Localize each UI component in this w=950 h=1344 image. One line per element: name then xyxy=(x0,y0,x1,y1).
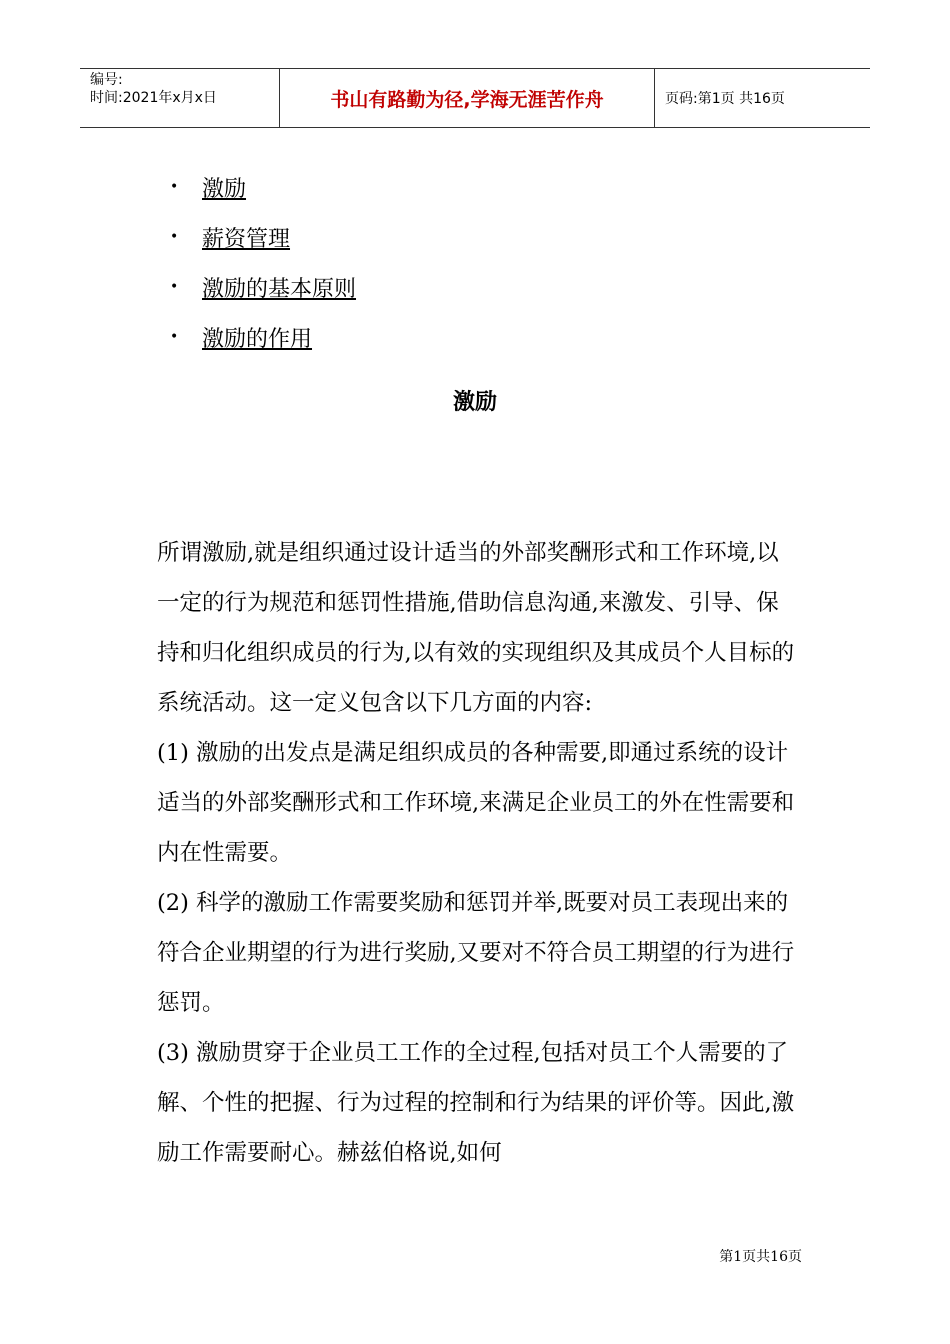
paragraph: (2) 科学的激励工作需要奖励和惩罚并举,既要对员工表现出来的符合企业期望的行为进行奖励,又要对不符合员工期望的行为进行惩罚。 xyxy=(157,890,795,1016)
toc-link-salary-management[interactable]: 薪资管理 xyxy=(202,226,291,252)
toc-item xyxy=(170,212,356,262)
paragraph: (3) 激励贯穿于企业员工工作的全过程,包括对员工个人需要的了解、个性的把握、行为过程的控制和行为结果的评价等。因此,激励工作需要耐心。赫兹伯格说,如何 xyxy=(157,1040,795,1166)
toc-link-functions[interactable]: 激励的作用 xyxy=(202,326,313,352)
toc-link-incentive[interactable]: 激励 xyxy=(202,176,247,202)
section-title: 激励 xyxy=(452,390,497,415)
bullet-icon: • xyxy=(170,279,179,295)
header-motto: 书山有路勤为径,学海无涯苦作舟 xyxy=(280,69,655,127)
bullet-icon: • xyxy=(170,229,179,245)
paragraph: 所谓激励,就是组织通过设计适当的外部奖酬形式和工作环境,以一定的行为规范和惩罚性措施,借助信息沟通,来激发、引导、保持和归化组织成员的行为,以有效的实现组织及其成员个人目标的系统活动。这一定义包含以下几方面的内容: xyxy=(157,540,795,716)
page-header xyxy=(80,68,870,128)
body-text xyxy=(157,528,797,1178)
paragraph: (1) 激励的出发点是满足组织成员的各种需要,即通过系统的设计适当的外部奖酬形式和工作环境,来满足企业员工的外在性需要和内在性需要。 xyxy=(157,740,795,866)
bullet-icon: • xyxy=(170,179,179,195)
toc-item xyxy=(170,162,356,212)
page-footer: 第1页共16页 xyxy=(719,1249,802,1265)
bullet-icon: • xyxy=(170,329,179,345)
header-meta xyxy=(80,69,280,127)
toc-link-basic-principles[interactable]: 激励的基本原则 xyxy=(202,276,357,302)
table-of-contents xyxy=(170,162,356,362)
toc-item xyxy=(170,262,356,312)
header-page-number: 页码:第1页 共16页 xyxy=(665,91,785,107)
time-label: 时间:2021年x月x日 xyxy=(90,90,217,106)
toc-item xyxy=(170,312,356,362)
number-label: 编号: xyxy=(90,72,123,88)
